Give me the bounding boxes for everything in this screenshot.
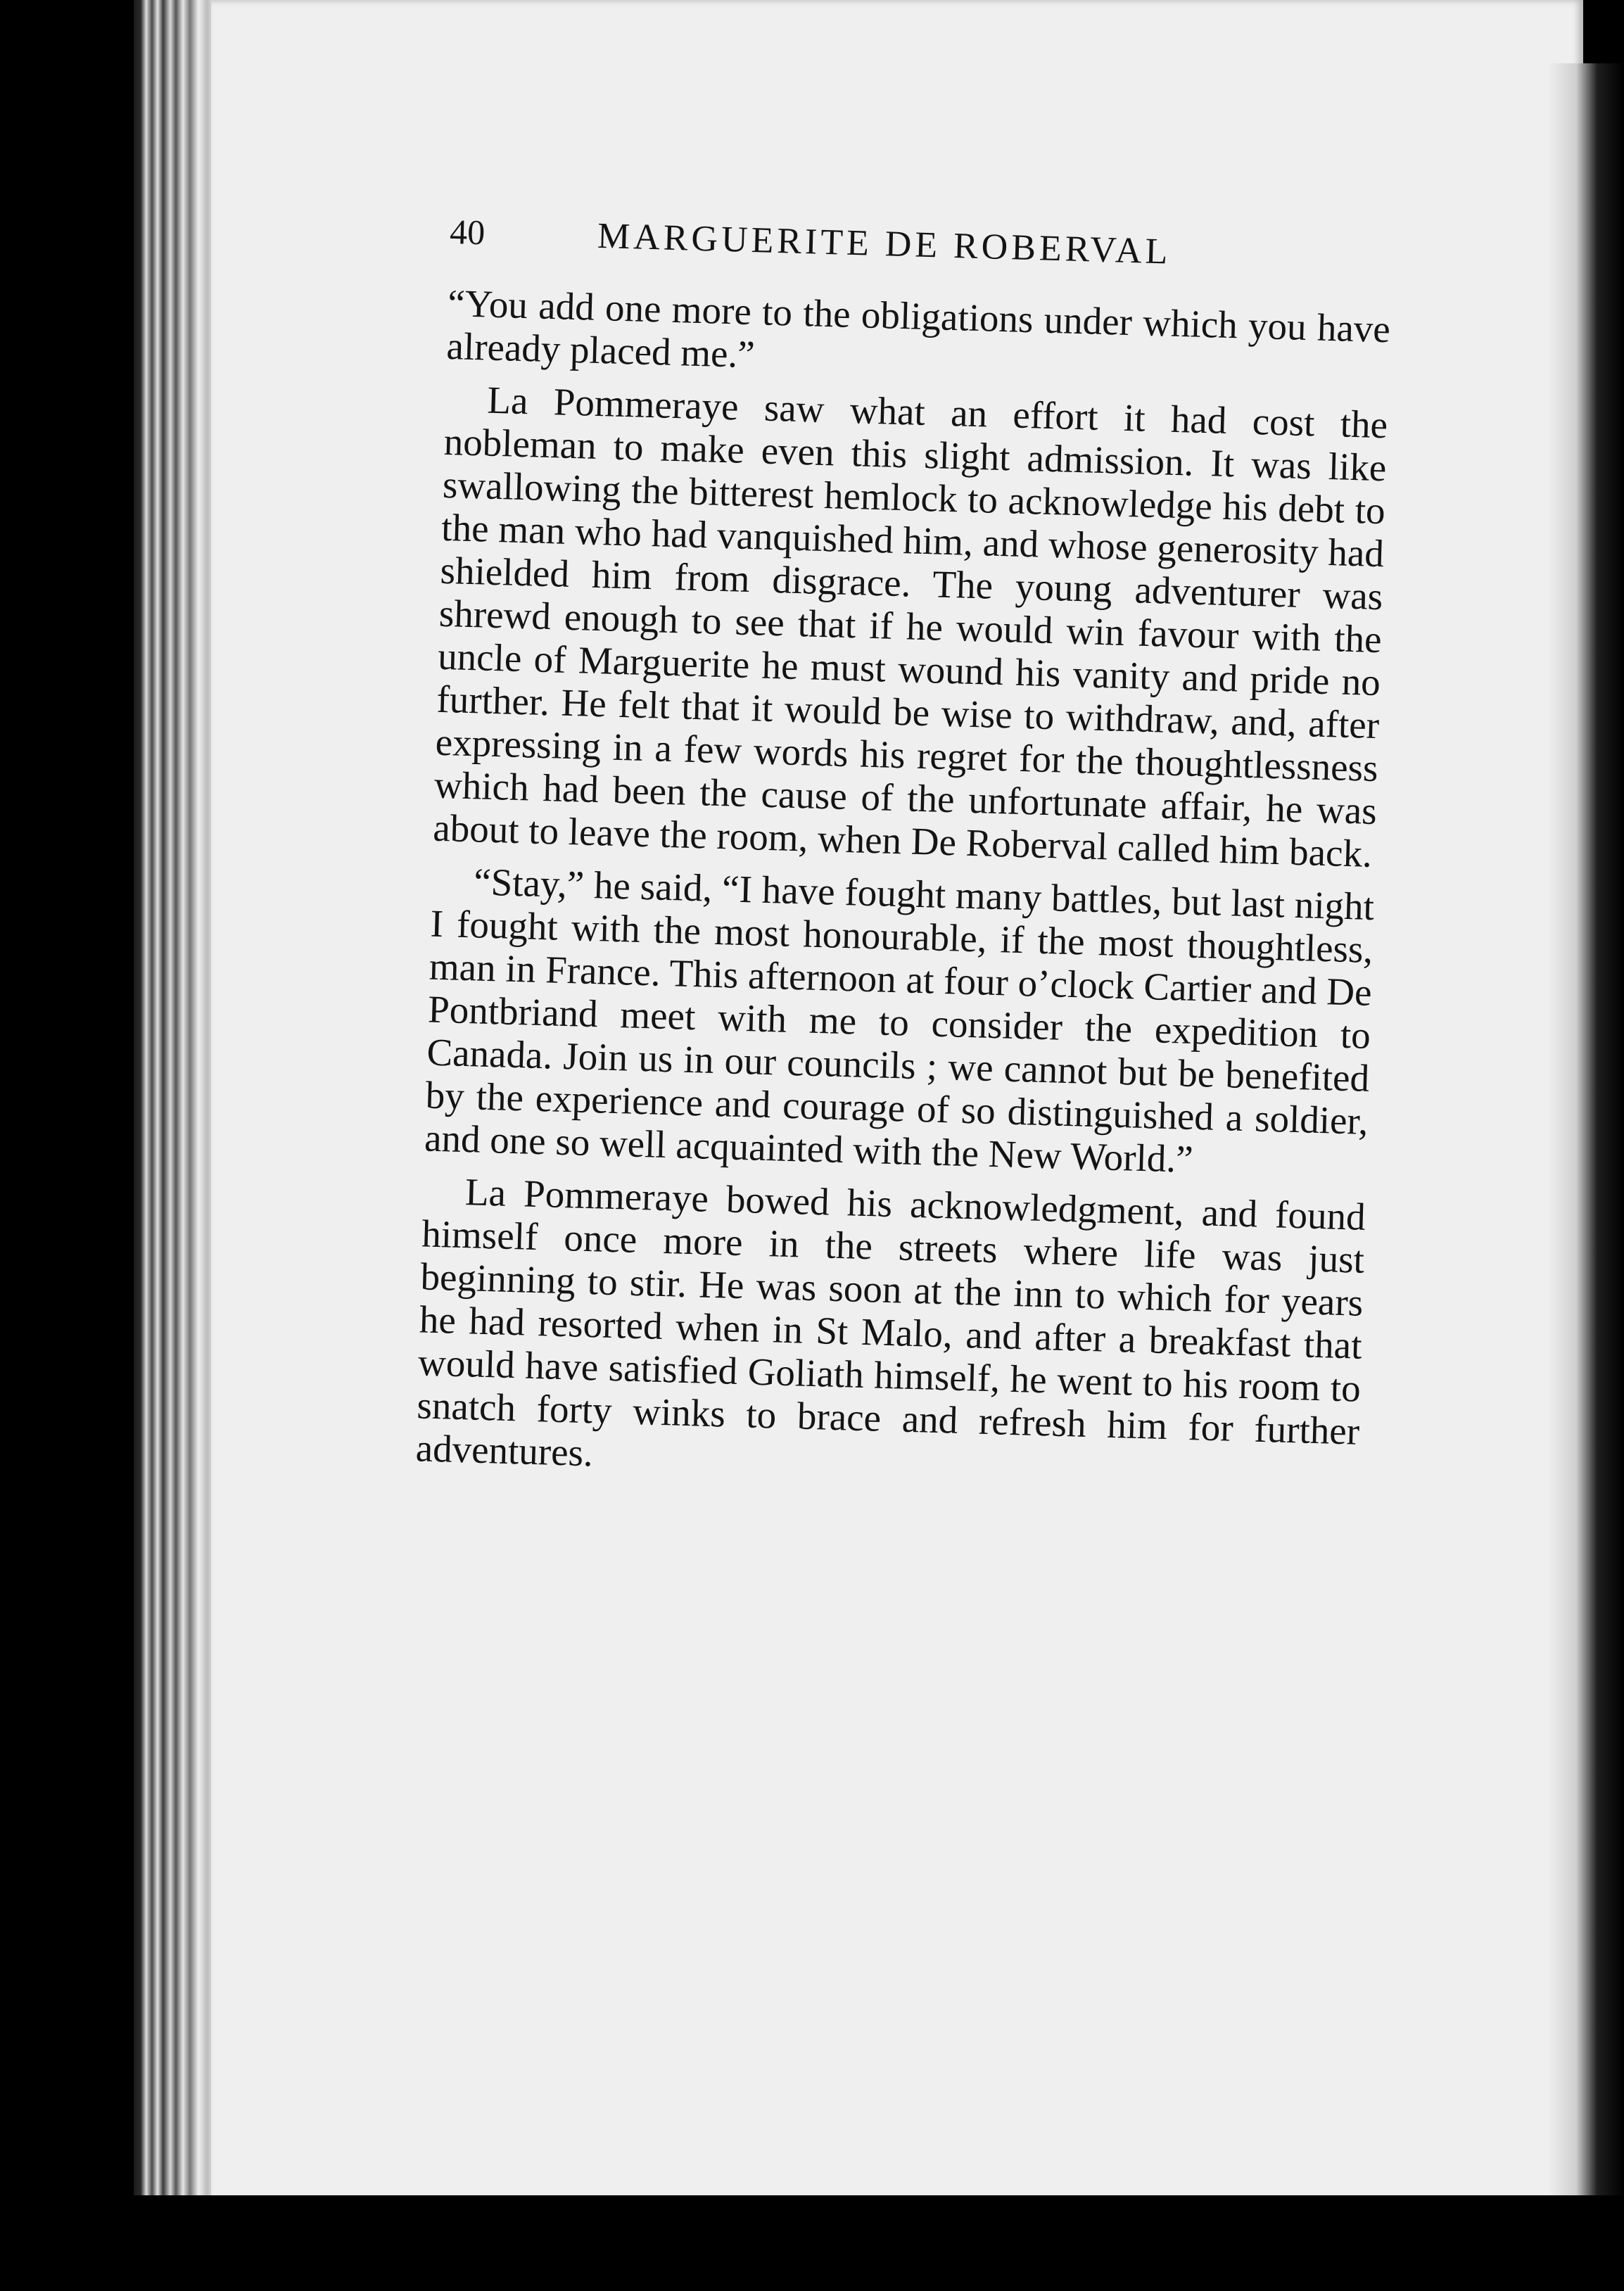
book-page-edges <box>134 0 218 2195</box>
paragraph: La Pommeraye saw what an effort it had cost the nobleman to make even this slight admission. It was like swallowing the bitterest hemlock to acknowledge his debt to the man who had vanquished him, and whose generosity had shielded him from disgrace. The young adventurer was shrewd enough to see that if he would win favour with the uncle of Marguerite he must wound his vanity and pride no further. He felt that it would be wise to withdraw, and, after expressing in a few words his regret for the thoughtlessness which had been the cause of the unfortunate affair, he was about to leave the room, when De Roberval called him back. <box>432 378 1388 875</box>
page-number: 40 <box>449 211 486 253</box>
facing-page-shadow <box>1548 63 1624 2291</box>
scan-bottom-border <box>141 2195 1624 2291</box>
paragraph: “You add one more to the obligations under which you have already placed me.” <box>445 281 1391 376</box>
page-content <box>415 211 1393 1506</box>
paragraph: “Stay,” he said, “I have fought many battles, but last night I fought with the most honourable, if the most thoughtless, man in France. This afternoon at four o’clock Cartier and De Pontbriand meet with me to consider the expedition to Canada. Join us in our councils ; we cannot but be benefited by the experience and courage of so distinguished a soldier, and one so well acquainted with the New World.” <box>424 860 1375 1181</box>
paragraph: La Pommeraye bowed his acknowledgment, and found himself once more in the streets where life was just beginning to stir. He was soon at the inn to which for years he had resorted when in St Malo, and after a breakfast that would have satisfied Goliath himself, he went to his room to snatch forty winks to brace and refresh him for further adventures. <box>415 1170 1366 1475</box>
body-text <box>415 281 1391 1496</box>
book-title: MARGUERITE DE ROBERVAL <box>597 215 1172 272</box>
